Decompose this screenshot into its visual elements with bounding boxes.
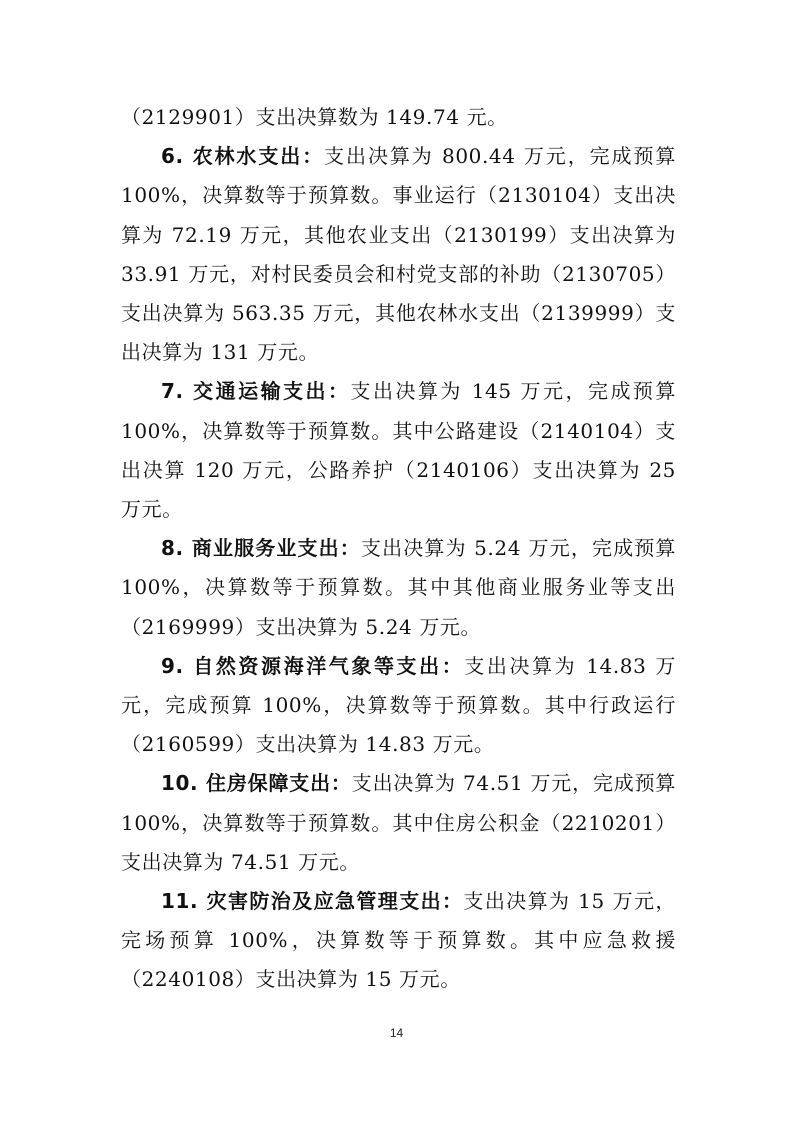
paragraph-text: 支出决算为 800.44 万元，完成预算 100%，决算数等于预算数。事业运行（2130104）支出决算为 72.19 万元，其他农业支出（2130199）支出决算为 33.91 万元，对村民委员会和村党支部的补助（2130705）支出决算为 563.35 万元，其他农林水支出（2139999）支出决算为 131 万元。 <box>121 144 676 365</box>
section-heading: 11. 灾害防治及应急管理支出： <box>161 889 464 914</box>
section-heading: 10. 住房保障支出： <box>161 771 352 796</box>
paragraph-disaster-prevention <box>121 882 676 1000</box>
paragraph-transport <box>121 372 676 529</box>
page-number: 14 <box>389 1026 404 1040</box>
paragraph-continuation <box>121 98 676 137</box>
section-heading: 7. 交通运输支出： <box>161 379 351 404</box>
paragraph-text: 支出决算为 145 万元，完成预算 100%，决算数等于预算数。其中公路建设（2140104）支出决算 120 万元，公路养护（2140106）支出决算为 25 万元。 <box>121 379 676 522</box>
paragraph-text: 支出决算为 14.83 万元，完成预算 100%，决算数等于预算数。其中行政运行（2160599）支出决算为 14.83 万元。 <box>121 653 676 757</box>
paragraph-text: （2129901）支出决算数为 149.74 元。 <box>121 105 508 129</box>
section-heading: 9. 自然资源海洋气象等支出： <box>161 653 465 678</box>
paragraph-agriculture <box>121 137 676 372</box>
paragraph-text: 支出决算为 74.51 万元，完成预算 100%，决算数等于预算数。其中住房公积金（2210201）支出决算为 74.51 万元。 <box>121 771 676 874</box>
document-body <box>121 98 676 1000</box>
paragraph-housing <box>121 764 676 882</box>
paragraph-natural-resources <box>121 647 676 765</box>
section-heading: 6. 农林水支出： <box>161 144 325 169</box>
section-heading: 8. 商业服务业支出： <box>161 536 361 561</box>
paragraph-text: 支出决算为 5.24 万元，完成预算 100%，决算数等于预算数。其中其他商业服务业等支出（2169999）支出决算为 5.24 万元。 <box>121 536 677 639</box>
paragraph-text: 支出决算为 15 万元，完场预算 100%，决算数等于预算数。其中应急救援（2240108）支出决算为 15 万元。 <box>121 889 676 992</box>
paragraph-commerce <box>121 529 676 647</box>
